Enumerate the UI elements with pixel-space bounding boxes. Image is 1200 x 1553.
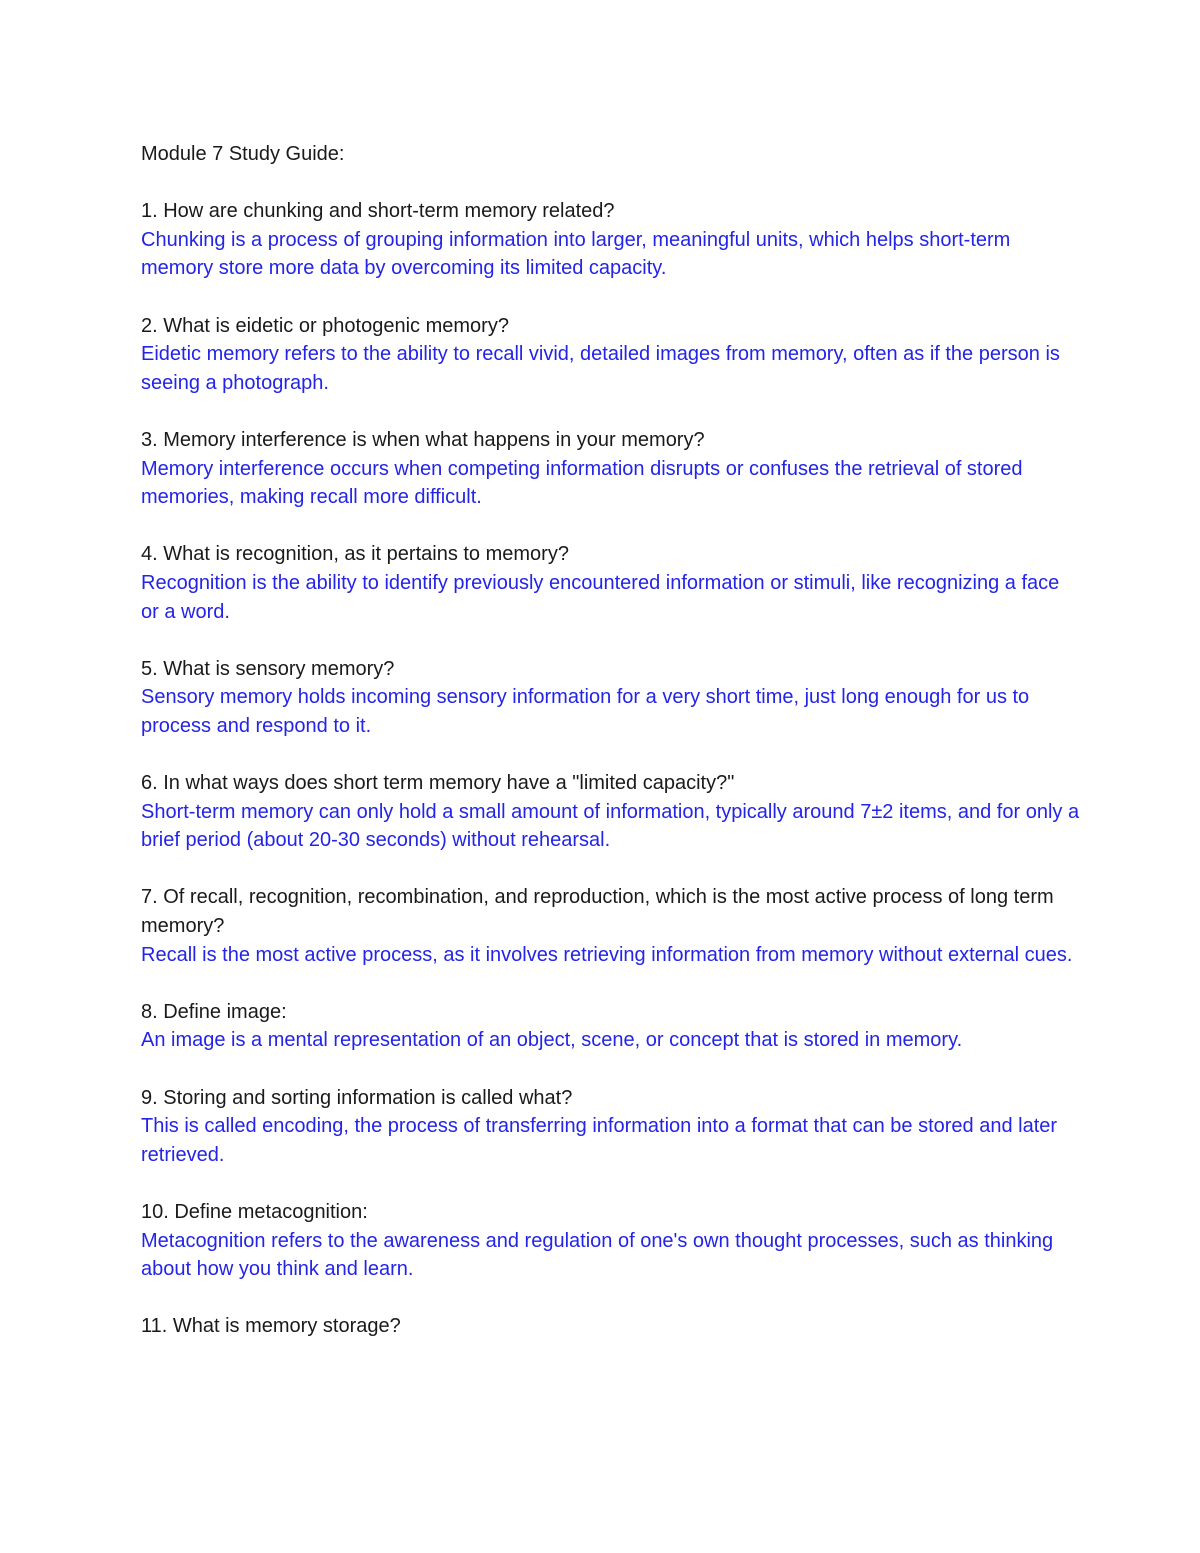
qa-item-1 (141, 197, 1081, 283)
question-1: 1. How are chunking and short-term memory related? (141, 200, 615, 223)
answer-9: This is called encoding, the process of transferring information into a format that can be stored and later retrieved. (141, 1115, 1058, 1166)
qa-item-7 (141, 883, 1081, 969)
document-body (141, 140, 1081, 1370)
answer-3: Memory interference occurs when competing information disrupts or confuses the retrieval of stored memories, making recall more difficult. (141, 457, 1023, 509)
question-11: 11. What is memory storage? (141, 1315, 401, 1338)
question-4: 4. What is recognition, as it pertains to memory? (141, 543, 569, 566)
qa-item-8 (141, 998, 1081, 1055)
qa-item-3 (141, 426, 1081, 512)
answer-2: Eidetic memory refers to the ability to recall vivid, detailed images from memory, often as if the person is seeing a photograph. (141, 343, 1060, 394)
document-title: Module 7 Study Guide: (141, 143, 345, 165)
question-6: 6. In what ways does short term memory have a "limited capacity?" (141, 772, 735, 795)
answer-1: Chunking is a process of grouping information into larger, meaningful units, which helps short-term memory store more data by overcoming its limited capacity. (141, 228, 1011, 280)
answer-5: Sensory memory holds incoming sensory information for a very short time, just long enough for us to process and respond to it. (141, 686, 1030, 737)
answer-4: Recognition is the ability to identify previously encountered information or stimuli, like recognizing a face or a word. (141, 571, 1060, 623)
question-5: 5. What is sensory memory? (141, 657, 395, 680)
answer-7: Recall is the most active process, as it involves retrieving information from memory without external cues. (141, 943, 1073, 966)
answer-10: Metacognition refers to the awareness and regulation of one's own thought processes, such as thinking about how you think and learn. (141, 1229, 1054, 1281)
qa-item-4 (141, 540, 1081, 626)
qa-item-10 (141, 1198, 1081, 1284)
qa-item-6 (141, 769, 1081, 855)
question-8: 8. Define image: (141, 1000, 287, 1023)
answer-8: An image is a mental representation of an object, scene, or concept that is stored in memory. (141, 1029, 963, 1052)
qa-item-11 (141, 1312, 1081, 1341)
question-2: 2. What is eidetic or photogenic memory? (141, 314, 509, 337)
answer-6: Short-term memory can only hold a small amount of information, typically around 7±2 items, and for only a brief period (about 20-30 seconds) without rehearsal. (141, 800, 1080, 852)
qa-item-2 (141, 312, 1081, 398)
question-3: 3. Memory interference is when what happens in your memory? (141, 428, 705, 451)
question-7: 7. Of recall, recognition, recombination, and reproduction, which is the most active process of long term memory? (141, 886, 1054, 938)
question-9: 9. Storing and sorting information is called what? (141, 1086, 573, 1109)
qa-item-9 (141, 1084, 1081, 1170)
qa-item-5 (141, 655, 1081, 741)
question-10: 10. Define metacognition: (141, 1200, 368, 1223)
